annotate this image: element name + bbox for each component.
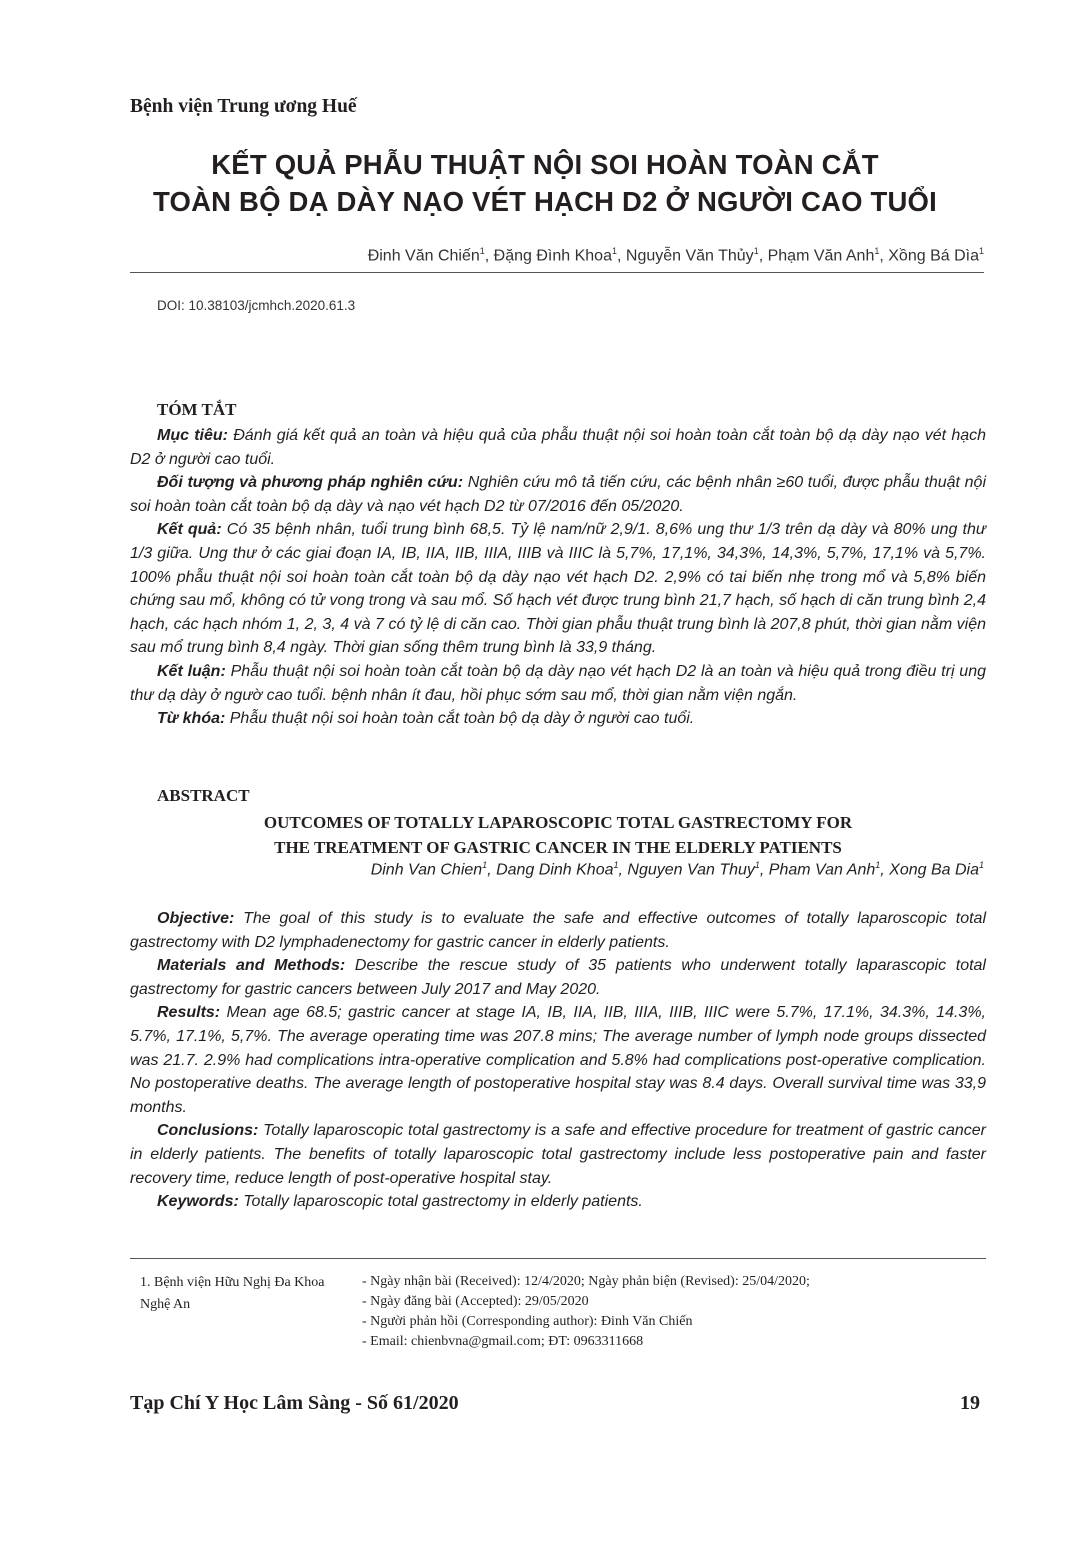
author-affiliation-mark: 1 xyxy=(482,860,488,870)
abstract-conclusions xyxy=(130,1119,986,1190)
summary-objective xyxy=(130,424,986,471)
abstract-objective-label: Objective: xyxy=(157,910,235,927)
author-affiliation-mark: 1 xyxy=(754,860,760,870)
summary-body-vn xyxy=(130,424,986,731)
abstract-results-label: Results: xyxy=(157,1004,221,1022)
running-header: Bệnh viện Trung ương Huế xyxy=(130,96,357,117)
author-name: Dinh Van Chien xyxy=(370,861,483,879)
abstract-keywords-text: Totally laparoscopic total gastrectomy in elderly patients. xyxy=(238,1193,643,1211)
summary-conclusion-text: Phẫu thuật nội soi hoàn toàn cắt toàn bộ dạ dày nạo vét hạch D2 là an toàn và hiệu quả trong điều trị ung thư dạ dày ở ngườ cao tuổi. bệnh nhân ít đau, hồi phục sớm sau mổ, thời gian nằm viện ngắn. xyxy=(130,662,986,704)
footnote-divider xyxy=(130,1258,986,1259)
author-affiliation-mark: 1 xyxy=(978,860,984,870)
abstract-objective-text: The goal of this study is to evaluate the safe and effective outcomes of totally laparoscopic total gastrectomy with D2 lymphadenectomy for gastric cancer in elderly patients. xyxy=(130,910,986,951)
abstract-body-en xyxy=(130,907,986,1214)
article-title-line-1: KẾT QUẢ PHẪU THUẬT NỘI SOI HOÀN TOÀN CẮT xyxy=(211,149,879,180)
author-affiliation-mark: 1 xyxy=(978,246,984,256)
summary-keywords xyxy=(130,707,986,731)
author-affiliation-mark: 1 xyxy=(874,246,880,256)
author-list-en: Dinh Van Chien$^1$, Dang Dinh Khoa$^1$, Nguyen Van Thuy$^1$, Pham Van Anh$^1$, Xong Ba Dia$^1$ xyxy=(370,860,984,879)
article-title-line-2: TOÀN BỘ DẠ DÀY NẠO VÉT HẠCH D2 Ở NGƯỜI CAO TUỔI xyxy=(153,186,937,217)
author-name: Đặng Đình Khoa xyxy=(493,247,612,265)
summary-methods xyxy=(130,471,986,518)
abstract-heading: ABSTRACT xyxy=(157,786,250,805)
author-affiliation-mark: 1 xyxy=(479,246,485,256)
abstract-conclusions-label: Conclusions: xyxy=(157,1122,259,1140)
abstract-keywords-label: Keywords: xyxy=(157,1193,239,1211)
abstract-title xyxy=(130,810,986,860)
abstract-objective xyxy=(130,907,986,954)
summary-conclusion-label: Kết luận: xyxy=(157,662,226,680)
abstract-methods-text: Describe the rescue study of 35 patients who underwent totally laparascopic total gastrectomy for gastric cancers between July 2017 and May 2020. xyxy=(130,957,986,998)
page-number: 19 xyxy=(960,1392,980,1414)
author-name: Pham Van Anh xyxy=(768,861,876,879)
abstract-conclusions-text: Totally laparoscopic total gastrectomy is a safe and effective procedure for treatment of gastric cancer in elderly patients. The benefits of totally laparoscopic total gastrectomy include less postoperative pain and faster recovery time, reduce length of post-operative hospital stay. xyxy=(130,1122,986,1187)
article-title xyxy=(90,146,1000,220)
summary-keywords-text: Phẫu thuật nội soi hoàn toàn cắt toàn bộ dạ dày ở người cao tuổi. xyxy=(225,710,695,728)
abstract-title-line-2: THE TREATMENT OF GASTRIC CANCER IN THE ELDERLY PATIENTS xyxy=(274,838,842,857)
abstract-methods xyxy=(130,954,986,1001)
summary-objective-label: Mục tiêu: xyxy=(157,427,229,444)
author-name: Dang Dinh Khoa xyxy=(496,861,614,879)
summary-objective-text: Đánh giá kết quả an toàn và hiệu quả của phẫu thuật nội soi hoàn toàn cắt toàn bộ dạ dày nạo vét hạch D2 ở người cao tuổi. xyxy=(130,427,987,468)
journal-footer: Tạp Chí Y Học Lâm Sàng - Số 61/2020 xyxy=(130,1392,459,1414)
abstract-results xyxy=(130,1001,986,1119)
summary-conclusion xyxy=(130,660,986,707)
corresponding-author: - Người phản hồi (Corresponding author): Đinh Văn Chiến xyxy=(362,1314,693,1329)
author-name: Đinh Văn Chiến xyxy=(367,247,480,265)
summary-methods-label: Đối tượng và phương pháp nghiên cứu: xyxy=(157,474,464,492)
summary-methods-text: Nghiên cứu mô tả tiến cứu, các bệnh nhân ≥60 tuổi, được phẫu thuật nội soi hoàn toàn cắt toàn bộ dạ dày và nạo vét hạch D2 từ 07/2016 đến 05/2020. xyxy=(130,474,987,515)
abstract-title-line-1: OUTCOMES OF TOTALLY LAPAROSCOPIC TOTAL GASTRECTOMY FOR xyxy=(263,813,853,832)
summary-results xyxy=(130,518,986,660)
summary-results-text: Có 35 bệnh nhân, tuổi trung bình 68,5. Tỷ lệ nam/nữ 2,9/1. 8,6% ung thư 1/3 trên dạ dày và 80% ung thư 1/3 giữa. Ung thư ở các giai đoạn IA, IB, IIA, IIB, IIIA, IIIB và IIIC là 5,7%, 17,1%, 34,3%, 14,3%, 5,7%, 17,1% và 5,7%. 100% phẫu thuật nội soi hoàn toàn cắt toàn bộ dạ dày nạo vét hạch D2. 2,9% có tai biến nhẹ trong mổ và 5,8% biến chứng sau mổ, không có tử vong trong và sau mổ. Số hạch vét được trung bình 21,7 hạch, số hạch di căn trung bình 2,4 hạch, các hạch nhóm 1, 2, 3, 4 và 7 có tỷ lệ di căn cao. Thời gian phẫu thuật trung bình là 207,8 phút, thời gian nằm viện sau mổ trung bình 8,4 ngày. Thời gian sống thêm trung bình là 33,9 tháng. xyxy=(130,521,987,657)
summary-keywords-label: Từ khóa: xyxy=(157,710,226,728)
abstract-methods-label: Materials and Methods: xyxy=(157,957,346,975)
header-divider xyxy=(130,272,984,273)
contact-email: - Email: chienbvna@gmail.com; ĐT: 0963311668 xyxy=(362,1334,644,1349)
abstract-results-text: Mean age 68.5; gastric cancer at stage IA, IB, IIA, IIB, IIIA, IIIB, IIIC were 5.7%, 17.1%, 34.3%, 14.3%, 5.7%, 17.1%, 5,7%. The average operating time was 207.8 mins; The average number of lymph node groups dissected was 21.7. 2.9% had complications intra-operative complication and 5.8% had complications post-operative complication. No postoperative deaths. The average length of postoperative hospital stay was 8.4 days. Overall survival time was 33,9 months. xyxy=(130,1004,986,1116)
author-name: Nguyen Van Thuy xyxy=(627,861,755,879)
summary-heading: TÓM TẮT xyxy=(157,400,237,419)
author-affiliation-mark: 1 xyxy=(875,860,881,870)
article-dates xyxy=(362,1272,810,1352)
summary-results-label: Kết quả: xyxy=(157,521,222,539)
author-name: Xong Ba Dia xyxy=(889,861,979,879)
author-name: Phạm Văn Anh xyxy=(767,247,875,265)
author-affiliation-mark: 1 xyxy=(613,860,619,870)
affiliation-footnote: 1. Bệnh viện Hữu Nghị Đa Khoa Nghệ An xyxy=(140,1275,325,1312)
abstract-keywords xyxy=(130,1190,986,1214)
author-affiliation-mark: 1 xyxy=(753,246,759,256)
author-name: Nguyễn Văn Thủy xyxy=(625,247,754,265)
author-list-vn: Đinh Văn Chiến$^1$, Đặng Đình Khoa$^1$, Nguyễn Văn Thủy$^1$, Phạm Văn Anh$^1$, Xồng Bá Dìa$^1$ xyxy=(367,246,984,265)
author-affiliation-mark: 1 xyxy=(611,246,617,256)
doi-link[interactable]: DOI: 10.38103/jcmhch.2020.61.3 xyxy=(157,298,356,313)
accepted-date: - Ngày đăng bài (Accepted): 29/05/2020 xyxy=(362,1294,589,1309)
author-name: Xồng Bá Dìa xyxy=(888,247,979,265)
received-date: - Ngày nhận bài (Received): 12/4/2020; Ngày phản biện (Revised): 25/04/2020; xyxy=(362,1274,810,1289)
